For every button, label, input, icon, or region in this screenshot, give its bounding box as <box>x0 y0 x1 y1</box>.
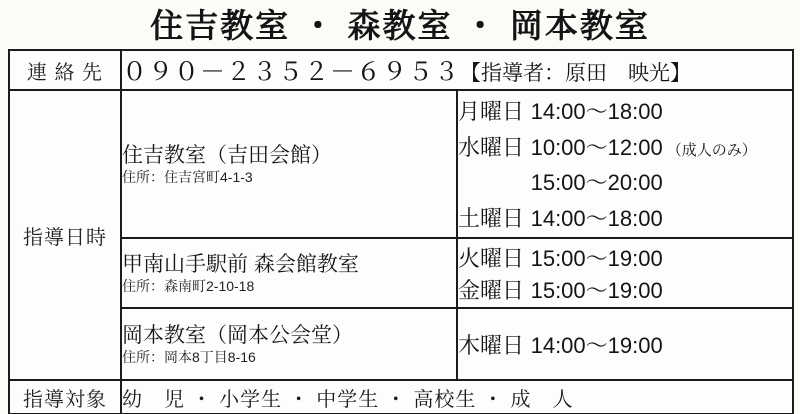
schedule-lines <box>458 241 792 305</box>
schedule-lines <box>458 93 792 235</box>
schedule-line <box>458 202 792 233</box>
classroom-name: 住吉教室（吉田会館） <box>122 143 332 167</box>
classroom-address: 住所：岡本8丁目8-16 <box>122 348 256 365</box>
schedule-table <box>8 49 794 414</box>
contact-row <box>9 50 793 90</box>
contact-value-cell <box>121 50 793 90</box>
schedule-time: 14:00～19:00 <box>530 332 663 358</box>
instructor-name: 【指導者：原田 映光】 <box>460 62 692 85</box>
target-value: 幼 児 ・ 小学生 ・ 中学生 ・ 高校生 ・ 成 人 <box>121 380 793 414</box>
schedule-day: 火曜日 <box>458 245 525 271</box>
classroom-info-okamoto <box>121 308 457 380</box>
schedule-day: 月曜日 <box>458 99 525 125</box>
schedule-time: 15:00～19:00 <box>530 245 663 271</box>
schedule-line <box>458 166 792 197</box>
classroom-name: 甲南山手駅前 森会館教室 <box>122 252 359 276</box>
mori-row <box>9 238 793 308</box>
schedule-day: 金曜日 <box>458 277 525 303</box>
classroom-name: 岡本教室（岡本公会堂） <box>122 323 353 347</box>
classroom-info-sumiyoshi <box>121 90 457 238</box>
okamoto-row <box>9 308 793 380</box>
phone-number: ０９０－２３５２－６９５３ <box>122 58 461 86</box>
schedule-line <box>458 329 792 360</box>
schedule-section-label: 指導日時 <box>9 90 121 380</box>
schedule-okamoto <box>457 308 793 380</box>
classroom-address: 住所：森南町2-10-18 <box>122 277 255 294</box>
schedule-day: 土曜日 <box>458 205 525 231</box>
schedule-time: 15:00～19:00 <box>530 277 663 303</box>
schedule-time: 14:00～18:00 <box>530 205 663 231</box>
schedule-lines <box>458 311 792 377</box>
schedule-mori <box>457 238 793 308</box>
schedule-sumiyoshi <box>457 90 793 238</box>
classroom-info-mori <box>121 238 457 308</box>
schedule-note: （成人のみ） <box>666 141 757 159</box>
schedule-time: 15:00～20:00 <box>530 170 663 196</box>
contact-label: 連 絡 先 <box>9 50 121 90</box>
target-label: 指導対象 <box>9 380 121 414</box>
schedule-time: 10:00～12:00 <box>530 134 663 160</box>
schedule-day: 水曜日 <box>458 134 525 160</box>
schedule-line <box>458 131 792 162</box>
schedule-line <box>458 95 792 126</box>
target-row <box>9 380 793 414</box>
schedule-time: 14:00～18:00 <box>530 99 663 125</box>
page-title: 住吉教室 ・ 森教室 ・ 岡本教室 <box>150 7 650 44</box>
schedule-line <box>458 274 792 305</box>
schedule-day: 木曜日 <box>458 332 525 358</box>
sumiyoshi-row <box>9 90 793 238</box>
schedule-line <box>458 242 792 273</box>
classroom-address: 住所：住吉宮町4-1-3 <box>122 168 253 185</box>
